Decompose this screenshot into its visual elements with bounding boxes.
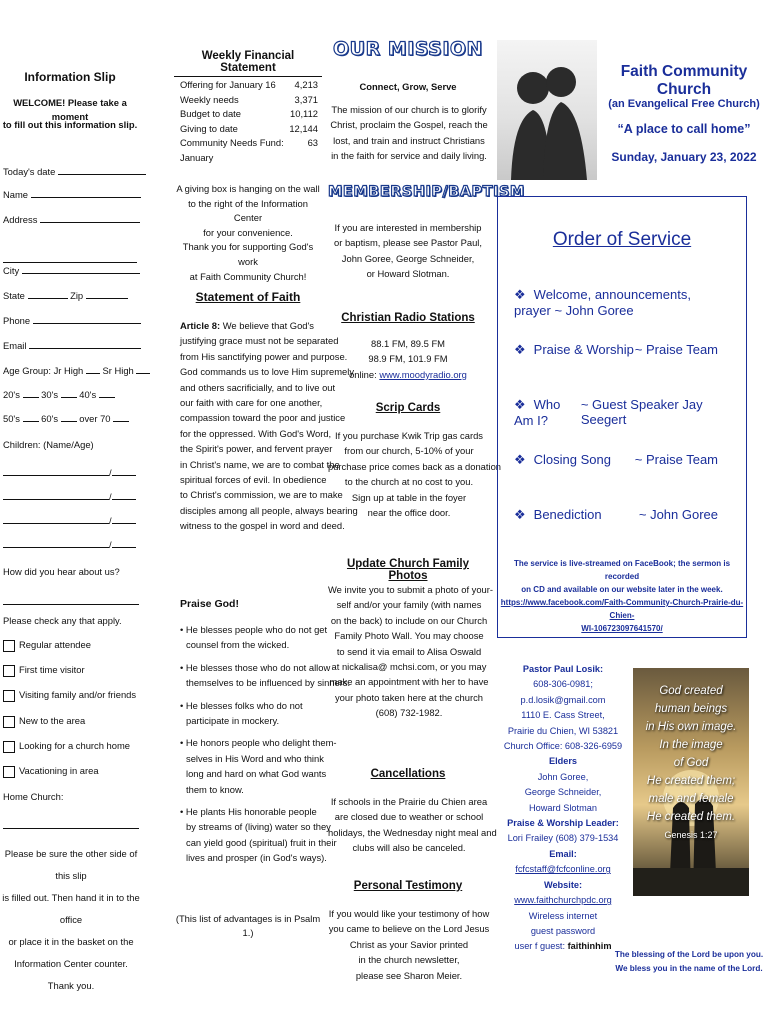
service-date: Sunday, January 23, 2022 bbox=[611, 150, 757, 164]
verse-image bbox=[633, 668, 749, 896]
child-entry[interactable]: / bbox=[3, 490, 136, 504]
welcome-text: WELCOME! Please take a moment bbox=[13, 97, 127, 122]
article-label: Article 8: bbox=[180, 320, 221, 331]
testimony-text: If you would like your testimony of how you came to believe on the Lord Jesus Christ as your Savior printed in the church newsletter, please see Sharon Meier. bbox=[328, 908, 490, 981]
scrip-text: If you purchase Kwik Trip gas cards from our church, 5-10% of your purchase price comes back as a donation to the church at no cost to you. Sign up at table in the foyer near the office door. bbox=[328, 430, 502, 519]
diamond-bullet-icon: ❖ bbox=[514, 397, 526, 412]
checkbox-visiting[interactable]: Visiting family and/or friends bbox=[3, 688, 136, 702]
contact-info: Pastor Paul Losik: 608-306-0981; p.d.losik@gmail.com 1110 E. Cass Street, Prairie du Chien, WI 53821 Church Office: 608-326-6959 Elders John Goree, George Schneider, Howard Slotman Praise & Worship Leader: Lori Frailey (608) 379-1534 Email: fcfcstaff@fcfconline.org Website: www.faithchurchpdc.org Wireless internet guest password user f guest: faithinhim bbox=[497, 662, 629, 955]
facebook-link[interactable]: https://www.facebook.com/Faith-Community-Church-Prairie-du-Chien- bbox=[500, 598, 744, 620]
order-box bbox=[497, 196, 747, 638]
city-field[interactable]: City bbox=[3, 264, 140, 278]
checkbox-vacationing[interactable]: Vacationing in area bbox=[3, 764, 99, 778]
praise-list bbox=[180, 622, 351, 873]
website-link[interactable]: www.faithchurchpdc.org bbox=[514, 895, 612, 906]
phone-field[interactable]: Phone bbox=[3, 314, 141, 328]
info-slip-title: Information Slip bbox=[24, 70, 116, 84]
checkbox[interactable] bbox=[3, 690, 15, 702]
membership-text: If you are interested in membership or baptism, please see Pastor Paul, John Goree, George Schneider, or Howard Slotman. bbox=[334, 222, 482, 280]
address-field[interactable]: Address bbox=[3, 213, 140, 227]
staff-email-link[interactable]: fcfcstaff@fcfconline.org bbox=[515, 864, 611, 875]
diamond-bullet-icon: ❖ bbox=[514, 507, 526, 522]
scrip-title: Scrip Cards bbox=[375, 402, 441, 414]
checkbox-first-time[interactable]: First time visitor bbox=[3, 663, 85, 677]
church-motto: “A place to call home” bbox=[617, 122, 751, 136]
stream-note: The service is live-streamed on FaceBook; the sermon is recorded on CD and available on our website later in the week. https://www.facebook.com/Faith-Community-Church-Prairie-du-Chien- WI-106723097641570/ bbox=[498, 557, 746, 635]
cancellations-text: If schools in the Prairie du Chien area are closed due to weather or school holidays, the Wednesday night meal and clubs will also be canceled. bbox=[328, 796, 497, 854]
financial-row: Community Needs Fund: January 63 bbox=[180, 137, 318, 163]
praise-item: • He blesses folks who do not participate in mockery. bbox=[180, 699, 303, 727]
checkbox[interactable] bbox=[3, 716, 15, 728]
checkbox-looking[interactable]: Looking for a church home bbox=[3, 739, 130, 753]
faith-article: Article 8: We believe that God's justifying grace must not be separated from His sanctifying power and purpose. God commands us to love Him supremely and others sacrificially, and to live out our faith with care for one another, compassion toward the poor and justice for the oppressed. With God's Word, the Spirit's power, and fervent prayer in Christ's name, we are to combat the spiritual forces of evil. In obedience to Christ's commission, we are to make disciples among all people, always bearing witness to the gospel in word and deed. bbox=[180, 320, 358, 532]
child-entry[interactable]: / bbox=[3, 538, 136, 552]
date-field[interactable]: Today's date bbox=[3, 165, 146, 179]
photos-title: Update Church Family Photos bbox=[346, 558, 470, 582]
checkbox[interactable] bbox=[3, 640, 15, 652]
praise-title: Praise God! bbox=[180, 598, 239, 610]
home-church-line[interactable] bbox=[3, 816, 139, 834]
cancellations-title: Cancellations bbox=[370, 768, 446, 780]
membership-title: MEMBERSHIP/BAPTISM bbox=[328, 184, 525, 200]
service-item: ❖ Praise & Worship ~ Praise Team bbox=[514, 342, 718, 357]
age-group-row-1[interactable]: Age Group: Jr High Sr High bbox=[3, 364, 150, 378]
home-church-label: Home Church: bbox=[3, 791, 64, 802]
testimony-title: Personal Testimony bbox=[353, 880, 463, 892]
welcome-text-2: to fill out this information slip. bbox=[2, 119, 138, 130]
service-item: ❖ Benediction ~ John Goree bbox=[514, 507, 718, 522]
age-group-row-3[interactable]: 50's 60's over 70 bbox=[3, 412, 129, 426]
checkbox[interactable] bbox=[3, 766, 15, 778]
checkbox[interactable] bbox=[3, 665, 15, 677]
praise-item: • He honors people who delight them- selves in His Word and who think long and hard on what God wants them to know. bbox=[180, 737, 337, 795]
how-heard-line[interactable] bbox=[3, 592, 139, 610]
slip-footer: Please be sure the other side of this slip is filled out. Then hand it in to the office or place it in the basket on the Information Center counter. Thank you. bbox=[2, 848, 140, 991]
radio-list: 88.1 FM, 89.5 FM 98.9 FM, 101.9 FM online: www.moodyradio.org bbox=[349, 338, 467, 380]
financial-row: Budget to date 10,112 bbox=[180, 108, 318, 120]
age-group-row-2[interactable]: 20's 30's 40's bbox=[3, 388, 115, 402]
blessing-text: The blessing of the Lord be upon you. We bless you in the name of the Lord. bbox=[614, 950, 764, 973]
checkbox-regular[interactable]: Regular attendee bbox=[3, 638, 91, 652]
faith-title: Statement of Faith bbox=[195, 290, 301, 304]
order-title: Order of Service bbox=[552, 229, 692, 250]
mission-text: The mission of our church is to glorify Christ, proclaim the Gospel, reach the lost, and train and instruct Christians in the faith for service and daily living. bbox=[330, 104, 488, 162]
financial-row: Giving to date 12,144 bbox=[180, 122, 318, 134]
church-affiliation: (an Evangelical Free Church) bbox=[608, 98, 760, 110]
diamond-bullet-icon: ❖ bbox=[514, 342, 526, 357]
how-heard-label: How did you hear about us? bbox=[3, 566, 120, 577]
couple-photo bbox=[497, 40, 597, 180]
verse-text: God created human beings in His own image. In the image of God He created them; male and female He created them. Genesis 1:27 bbox=[645, 685, 737, 840]
mission-title: OUR MISSION bbox=[333, 38, 483, 60]
photos-text: We invite you to submit a photo of your- self and/or your family (with names on the back) to include on our Church Family Photo Wall. You may choose to send it via email to Alisa Oswald at nickalisa@ mchsi.com, or you may make an appointment with her to have your photo taken here at the church (608) 732-1982. bbox=[328, 584, 494, 719]
checkbox-new[interactable]: New to the area bbox=[3, 714, 85, 728]
radio-link[interactable]: www.moodyradio.org bbox=[379, 368, 467, 380]
child-entry[interactable]: / bbox=[3, 514, 136, 528]
facebook-link-2[interactable]: WI-106723097641570/ bbox=[581, 624, 663, 633]
praise-item: • He blesses people who do not get counsel from the wicked. bbox=[180, 624, 328, 651]
diamond-bullet-icon: ❖ bbox=[514, 287, 526, 302]
service-item: ❖ Closing Song ~ Praise Team bbox=[514, 452, 718, 467]
psalm-note: (This list of advantages is in Psalm 1.) bbox=[175, 913, 321, 938]
financial-title: Weekly Financial Statement bbox=[174, 50, 322, 77]
giving-note: A giving box is hanging on the wall to the right of the Information Center for your convenience. Thank you for supporting God's work at Faith Community Church! bbox=[176, 183, 320, 282]
couple-silhouette-icon bbox=[497, 40, 597, 180]
church-name: Faith Community Church bbox=[620, 63, 748, 98]
service-item: ❖ Who Am I? ~ Guest Speaker Jay Seegert bbox=[514, 397, 703, 428]
financial-table bbox=[180, 78, 318, 166]
praise-item: • He plants His honorable people by streams of (living) water so they can yield good (spiritual) fruit in their lives and prosper (in God's ways). bbox=[180, 806, 337, 864]
radio-title: Christian Radio Stations bbox=[341, 312, 475, 324]
financial-row: Offering for January 16 4,213 bbox=[180, 79, 318, 90]
mission-tagline: Connect, Grow, Serve bbox=[359, 81, 457, 92]
children-label: Children: (Name/Age) bbox=[3, 439, 94, 450]
name-field[interactable]: Name bbox=[3, 188, 141, 202]
service-item: ❖ Welcome, announcements, prayer ~ John Goree bbox=[514, 287, 691, 318]
email-field[interactable]: Email bbox=[3, 339, 141, 353]
checkbox[interactable] bbox=[3, 741, 15, 753]
check-prompt: Please check any that apply. bbox=[3, 615, 122, 626]
diamond-bullet-icon: ❖ bbox=[514, 452, 526, 467]
financial-row: Weekly needs 3,371 bbox=[180, 93, 318, 105]
child-entry[interactable]: / bbox=[3, 466, 136, 480]
praise-item: • He blesses those who do not allow themselves to be influenced by sinners. bbox=[180, 661, 351, 689]
state-zip-field[interactable]: State Zip bbox=[3, 289, 128, 303]
